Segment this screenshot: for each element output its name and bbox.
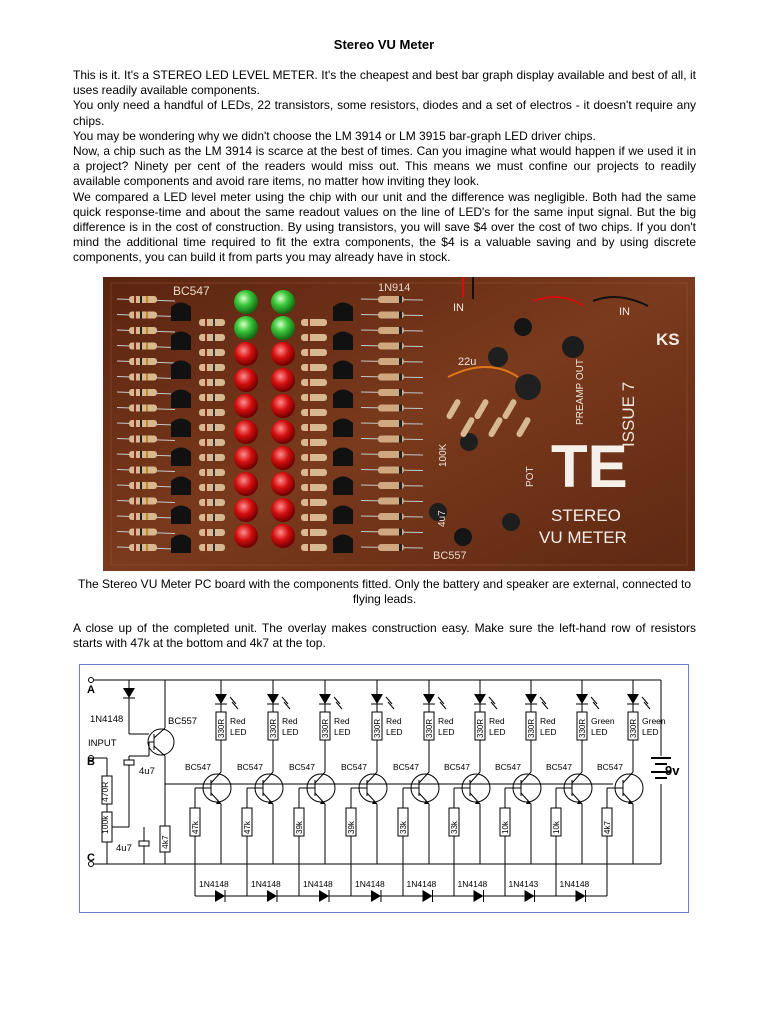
transistor [171, 506, 191, 525]
chain-diode-label: 1N4148 [251, 879, 281, 889]
resistor [199, 364, 225, 371]
led-resistor-label: 330R [321, 718, 330, 738]
base-resistor-label: 4k7 [603, 821, 612, 834]
pcb-label-pot: POT [525, 466, 536, 487]
resistor [129, 327, 157, 334]
resistor [129, 513, 157, 520]
led-resistor-label: 330R [578, 718, 587, 738]
green-led [234, 290, 258, 314]
led-color-label: Red [334, 716, 350, 726]
transistor-label: BC547 [393, 762, 419, 772]
green-led [271, 316, 295, 340]
resistor [199, 469, 225, 476]
transistor [171, 390, 191, 409]
transistor [171, 477, 191, 496]
chain-diode-label: 1N4143 [508, 879, 539, 889]
terminal [89, 678, 94, 683]
transistor [171, 303, 191, 322]
pcb-label-22u: 22u [458, 356, 477, 368]
resistor [301, 424, 327, 431]
resistor [301, 334, 327, 341]
pcb-label-in-left: IN [453, 302, 464, 314]
transistor [454, 528, 472, 546]
red-led [271, 394, 295, 418]
transistor [333, 361, 353, 380]
green-led [271, 290, 295, 314]
base-resistor-label: 39k [347, 821, 356, 834]
input-label: INPUT [88, 738, 117, 749]
base-resistor-label: 47k [191, 821, 200, 834]
led-color-label: Green [591, 716, 615, 726]
closeup-text: A close up of the completed unit. The overlay makes construction easy. Make sure the left-hand row of resistors starts with 47k at the bottom and 4k7 at the top. [73, 621, 696, 651]
photo-caption: The Stereo VU Meter PC board with the components fitted. Only the battery and speaker are external, connected to flying leads. [77, 577, 691, 606]
transistor-label: BC547 [237, 762, 263, 772]
capacitor [502, 513, 520, 531]
red-led [234, 420, 258, 444]
red-led [234, 472, 258, 496]
resistor [199, 424, 225, 431]
resistor [129, 420, 157, 427]
resistor [129, 405, 157, 412]
transistor [171, 535, 191, 554]
capacitor [562, 336, 584, 358]
base-resistor-label: 33k [399, 821, 408, 834]
pnp-transistor-label: BC557 [168, 716, 198, 727]
resistor [129, 343, 157, 350]
red-led [271, 498, 295, 522]
intro-paragraph: This is it. It's a STEREO LED LEVEL METER. It's the cheapest and best bar graph display available and best of all, it uses readily available components. [73, 68, 696, 98]
resistor [301, 349, 327, 356]
chain-diode-label: 1N4148 [406, 879, 437, 889]
resistor [301, 469, 327, 476]
red-led [234, 394, 258, 418]
led-resistor-label: 330R [476, 718, 485, 738]
resistor [129, 482, 157, 489]
resistor [199, 484, 225, 491]
transistor [171, 448, 191, 467]
led-color-label: Red [438, 716, 454, 726]
resistor [301, 514, 327, 521]
led-resistor-label: 330R [629, 718, 638, 738]
pcb-label-ks: KS [656, 330, 680, 349]
led-type-label: LED [282, 727, 299, 737]
pcb-label-in-right: IN [619, 306, 630, 318]
led-resistor-label: 330R [269, 718, 278, 738]
node-b-label: B [87, 756, 95, 768]
transistor-label: BC547 [495, 762, 521, 772]
red-led [234, 446, 258, 470]
transistor [333, 390, 353, 409]
resistor [129, 498, 157, 505]
resistor [301, 454, 327, 461]
led-resistor-label: 330R [425, 718, 434, 738]
resistor [301, 484, 327, 491]
cap-bottom-label: 4u7 [116, 843, 132, 854]
pcb-label-issue: ISSUE 7 [619, 381, 638, 447]
battery-label: 9v [665, 763, 680, 778]
transistor-label: BC547 [185, 762, 211, 772]
resistor [129, 529, 157, 536]
led-type-label: LED [334, 727, 351, 737]
resistor [301, 319, 327, 326]
led-color-label: Red [386, 716, 402, 726]
resistor [129, 436, 157, 443]
transistor [333, 419, 353, 438]
resistor-470r-label: 470R [100, 781, 110, 802]
pcb-label-100k: 100K [438, 443, 449, 467]
resistor [129, 544, 157, 551]
red-led [234, 342, 258, 366]
resistor [199, 349, 225, 356]
transistor-label: BC547 [444, 762, 470, 772]
led-type-label: LED [489, 727, 506, 737]
led-type-label: LED [540, 727, 557, 737]
pcb-photo [103, 277, 695, 571]
resistor [199, 409, 225, 416]
input-diode-label: 1N4148 [90, 714, 124, 725]
page-title: Stereo VU Meter [333, 37, 435, 52]
resistor-4k7-label: 4k7 [160, 835, 170, 849]
pcb-label-1n914: 1N914 [378, 282, 411, 294]
resistor [301, 544, 327, 551]
led-type-label: LED [386, 727, 403, 737]
base-resistor-label: 33k [450, 821, 459, 834]
led-color-label: Red [489, 716, 505, 726]
pcb-label-stereo: STEREO [551, 506, 621, 525]
led-color-label: Red [230, 716, 246, 726]
led-color-label: Red [540, 716, 556, 726]
resistor [199, 454, 225, 461]
capacitor-bottom [139, 841, 149, 846]
led-type-label: LED [438, 727, 455, 737]
transistor [333, 506, 353, 525]
resistor [199, 514, 225, 521]
capacitor-top [124, 760, 134, 765]
base-resistor-label: 10k [501, 821, 510, 834]
pcb-label-bc557: BC557 [433, 550, 467, 562]
intro-paragraph: You only need a handful of LEDs, 22 transistors, some resistors, diodes and a set of electros - it doesn't require any chips. [73, 98, 696, 128]
intro-paragraph: You may be wondering why we didn't choose the LM 3914 or LM 3915 bar-graph LED driver chips. [73, 128, 596, 143]
led-color-label: Green [642, 716, 666, 726]
led-resistor-label: 330R [527, 718, 536, 738]
resistor [301, 379, 327, 386]
pcb-label-preamp-out: PREAMP OUT [575, 359, 586, 425]
red-led [271, 524, 295, 548]
resistor [301, 394, 327, 401]
led-color-label: Red [282, 716, 298, 726]
transistor [333, 332, 353, 351]
base-resistor-label: 47k [243, 821, 252, 834]
resistor [129, 374, 157, 381]
pcb-label-te: TE [551, 433, 628, 500]
resistor [129, 358, 157, 365]
chain-diode-label: 1N4148 [355, 879, 385, 889]
resistor [199, 379, 225, 386]
transistor [515, 374, 541, 400]
resistor [301, 439, 327, 446]
transistor-label: BC547 [597, 762, 623, 772]
resistor [199, 529, 225, 536]
base-resistor-label: 39k [295, 821, 304, 834]
intro-text [73, 68, 696, 266]
resistor [199, 319, 225, 326]
transistor [333, 477, 353, 496]
transistor [333, 535, 353, 554]
resistor [129, 451, 157, 458]
transistor-label: BC547 [289, 762, 315, 772]
red-led [271, 420, 295, 444]
resistor [199, 334, 225, 341]
transistor [514, 318, 532, 336]
base-resistor-label: 10k [552, 821, 561, 834]
resistor [129, 312, 157, 319]
node-c-label: C [87, 852, 95, 864]
resistor [129, 467, 157, 474]
transistor-label: BC547 [546, 762, 572, 772]
chain-diode-label: 1N4148 [559, 879, 590, 889]
cap-top-label: 4u7 [139, 766, 155, 777]
green-led [234, 316, 258, 340]
led-type-label: LED [642, 727, 659, 737]
resistor [301, 529, 327, 536]
node-a-label: A [87, 684, 95, 696]
transistor [171, 361, 191, 380]
transistor-label: BC547 [341, 762, 367, 772]
led-resistor-label: 330R [373, 718, 382, 738]
red-led [234, 368, 258, 392]
capacitor [488, 347, 508, 367]
transistor [171, 419, 191, 438]
chain-diode-label: 1N4148 [303, 879, 333, 889]
pcb-label-vu-meter: VU METER [539, 528, 627, 547]
pcb-label-4u7: 4u7 [437, 510, 448, 527]
chain-diode-label: 1N4148 [199, 879, 229, 889]
pcb-label-bc547: BC547 [173, 284, 210, 298]
resistor [301, 364, 327, 371]
intro-paragraph: We compared a LED level meter using the chip with our unit and the difference was negligible. Both had the same quick response-time and about the same readout values on the line of LED's for the same input signal. But the big difference is in the cost of construction. By using transistors, you will save $4 over the cost of two chips. If you don't mind the additional time required to fit the extra components, the $4 is a valuable saving and by using discrete components, you can build it from parts you may already have in stock. [73, 189, 696, 265]
resistor [199, 439, 225, 446]
red-led [271, 368, 295, 392]
transistor [171, 332, 191, 351]
resistor [199, 499, 225, 506]
red-led [271, 342, 295, 366]
transistor [333, 448, 353, 467]
resistor-100k-label: 100k [100, 815, 110, 834]
resistor [301, 499, 327, 506]
schematic-diagram [79, 664, 689, 913]
resistor [199, 394, 225, 401]
resistor [199, 544, 225, 551]
intro-paragraph: Now, a chip such as the LM 3914 is scarce at the best of times. Can you imagine what would happen if we used it in a project? Ninety per cent of the readers would miss out. This means we must confine our projects to readily available components and avoid rare items, no matter how inviting they look. [73, 144, 696, 189]
led-resistor-label: 330R [217, 718, 226, 738]
resistor [301, 409, 327, 416]
red-led [271, 472, 295, 496]
chain-diode-label: 1N4148 [457, 879, 488, 889]
led-type-label: LED [591, 727, 608, 737]
red-led [271, 446, 295, 470]
resistor [129, 296, 157, 303]
resistor [129, 389, 157, 396]
red-led [234, 498, 258, 522]
led-type-label: LED [230, 727, 247, 737]
transistor [333, 303, 353, 322]
red-led [234, 524, 258, 548]
